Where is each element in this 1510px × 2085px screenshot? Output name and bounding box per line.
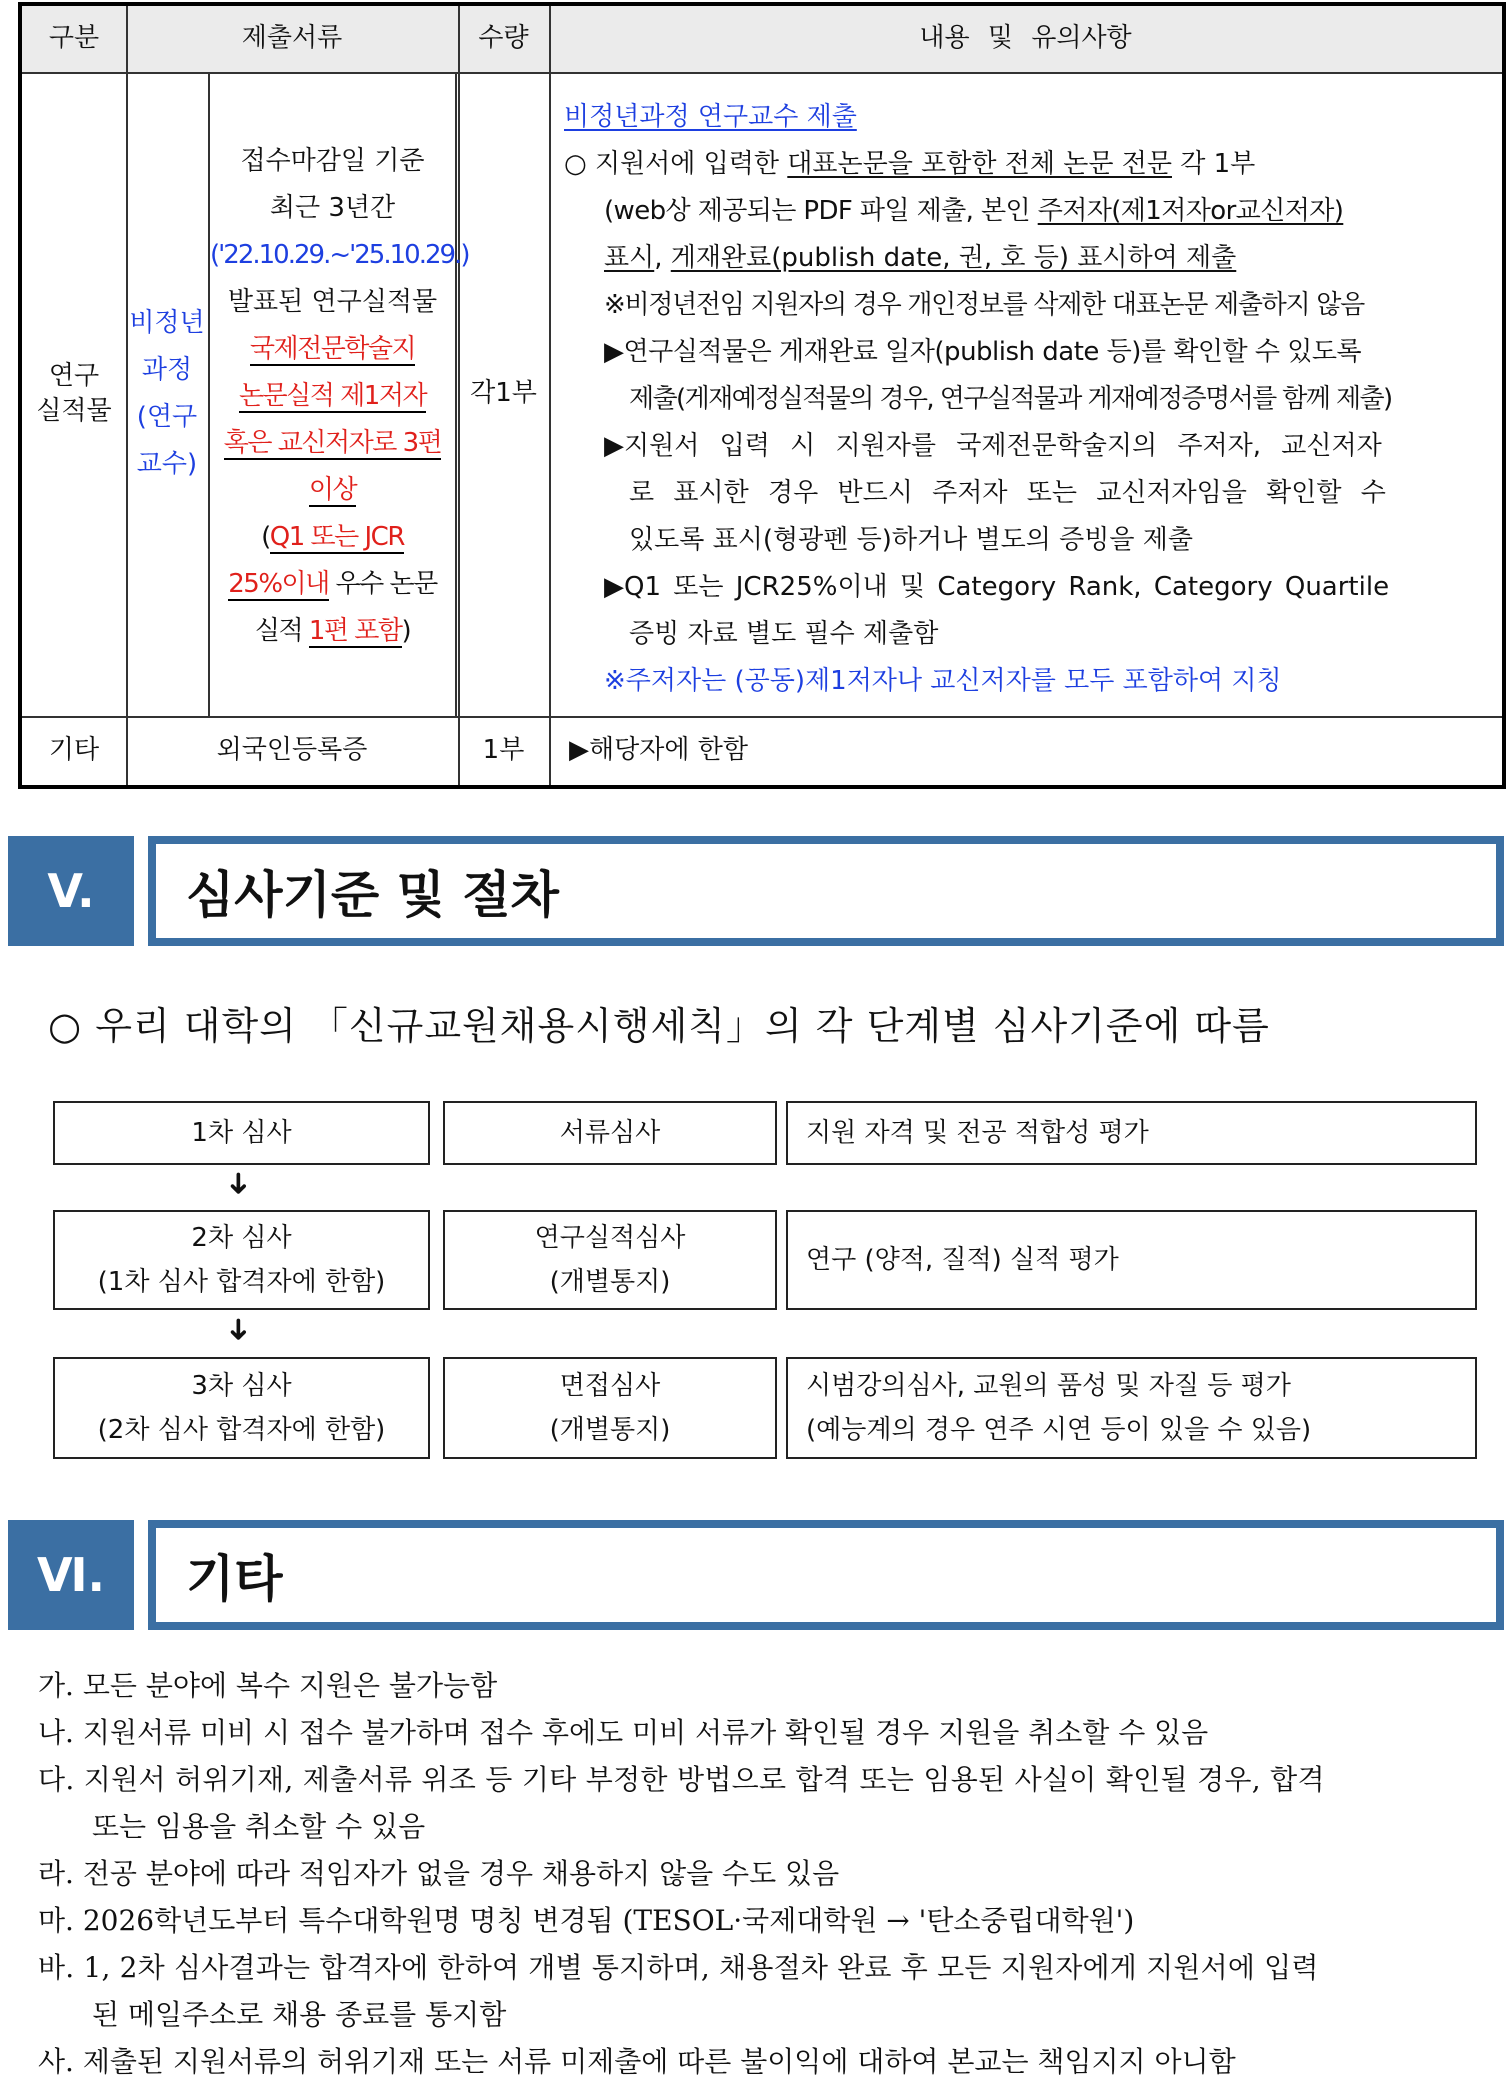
arrow-down-icon: ➜ bbox=[221, 1170, 257, 1197]
etc-item: 바. 1, 2차 심사결과는 합격자에 한하여 개별 통지하며, 채용절차 완료 후 모든 지원자에게 지원서에 입력 bbox=[38, 1951, 1319, 1984]
row-other-quantity: 1부 bbox=[482, 734, 525, 765]
step-type bbox=[443, 1101, 777, 1165]
etc-item: 나. 지원서류 미비 시 접수 불가하며 접수 후에도 미비 서류가 확인될 경우 지원을 취소할 수 있음 bbox=[38, 1716, 1209, 1749]
step-stage bbox=[53, 1210, 430, 1310]
doc-red-line: 논문실적 제1저자 bbox=[238, 381, 427, 411]
content-note: ※주저자는 (공동)제1저자나 교신저자를 모두 포함하여 지칭 bbox=[604, 666, 1282, 696]
section-number: Ⅵ. bbox=[8, 1520, 134, 1630]
doc-line: 실적 bbox=[254, 616, 309, 646]
content-bullet: ▶Q1 또는 JCR25%이내 및 Category Rank, Category Quartile bbox=[604, 572, 1390, 602]
type-line: 면접심사 bbox=[559, 1371, 661, 1401]
step-stage bbox=[53, 1357, 430, 1459]
doc-paren: ( bbox=[261, 522, 270, 552]
content-bullet: ▶지원서 입력 시 지원자를 국제전문학술지의 주저자, 교신저자 bbox=[604, 431, 1382, 461]
row-other-content: ▶해당자에 한함 bbox=[569, 734, 748, 765]
content-text: (web상 제공되는 PDF 파일 제출, 본인 bbox=[604, 196, 1038, 226]
content-text: 증빙 자료 별도 필수 제출함 bbox=[629, 619, 939, 649]
research-content bbox=[564, 94, 1499, 714]
etc-item: 또는 임용을 취소할 수 있음 bbox=[92, 1810, 426, 1843]
content-title: 비정년과정 연구교수 제출 bbox=[564, 102, 857, 132]
stage-line: 1차 심사 bbox=[191, 1118, 292, 1148]
content-text: ○ 지원서에 입력한 bbox=[564, 149, 788, 179]
step-type bbox=[443, 1357, 777, 1459]
type-line: (개별통지) bbox=[549, 1267, 671, 1297]
subcategory-line: 비정년 bbox=[129, 308, 205, 338]
row-other-category: 기타 bbox=[48, 734, 100, 765]
stage-line: (2차 심사 합격자에 한함) bbox=[97, 1415, 386, 1445]
content-bullet: ▶연구실적물은 게재완료 일자(publish date 등)를 확인할 수 있도록 bbox=[604, 337, 1362, 367]
etc-item: 가. 모든 분야에 복수 지원은 불가능함 bbox=[38, 1669, 498, 1702]
research-document-description bbox=[210, 138, 469, 655]
research-quantity: 각1부 bbox=[470, 378, 537, 409]
desc-line: 연구 (양적, 질적) 실적 평가 bbox=[806, 1245, 1119, 1275]
etc-item: 된 메일주소로 채용 종료를 통지함 bbox=[92, 1998, 507, 2031]
subcategory-line: 교수) bbox=[136, 449, 198, 479]
content-note: ※비정년전임 지원자의 경우 개인정보를 삭제한 대표논문 제출하지 않음 bbox=[604, 290, 1364, 320]
content-underlined: 대표논문을 포함한 전체 논문 전문 bbox=[787, 149, 1172, 179]
step-description bbox=[786, 1210, 1477, 1310]
row-other-document: 외국인등록증 bbox=[216, 734, 368, 765]
doc-red-line: 25%이내 bbox=[228, 569, 329, 599]
content-text: , bbox=[654, 243, 671, 273]
desc-line: 지원 자격 및 전공 적합성 평가 bbox=[806, 1118, 1149, 1148]
content-underlined: 게재완료(publish date, 권, 호 등) 표시하여 제출 bbox=[670, 243, 1237, 273]
etc-item: 라. 전공 분야에 따라 적임자가 없을 경우 채용하지 않을 수도 있음 bbox=[38, 1857, 840, 1890]
doc-red-line: 국제전문학술지 bbox=[249, 334, 416, 364]
row-research-subcategory bbox=[126, 72, 208, 716]
category-line: 연구 bbox=[48, 360, 100, 391]
doc-line: 발표된 연구실적물 bbox=[227, 287, 438, 317]
doc-paren: ) bbox=[401, 616, 411, 646]
documents-table bbox=[18, 2, 1506, 789]
arrow-down-icon: ➜ bbox=[221, 1316, 257, 1343]
type-line: (개별통지) bbox=[549, 1415, 671, 1445]
header-category: 구분 bbox=[48, 23, 100, 54]
content-underlined: 주저자(제1저자or교신저자) bbox=[1037, 196, 1344, 226]
content-text: 각 1부 bbox=[1171, 149, 1256, 179]
doc-line: 접수마감일 기준 bbox=[240, 146, 425, 176]
stage-line: 2차 심사 bbox=[191, 1223, 292, 1253]
category-line: 실적물 bbox=[36, 396, 112, 426]
step-description bbox=[786, 1101, 1477, 1165]
section-intro: ○ 우리 대학의 「신규교원채용시행세칙」의 각 단계별 심사기준에 따름 bbox=[48, 1004, 1270, 1048]
header-content: 내용 및 유의사항 bbox=[919, 23, 1132, 54]
header-documents: 제출서류 bbox=[241, 23, 343, 54]
doc-red-line: 1편 포함 bbox=[308, 616, 402, 646]
step-type bbox=[443, 1210, 777, 1310]
content-underlined: 표시 bbox=[604, 243, 655, 273]
section-title: 심사기준 및 절차 bbox=[148, 836, 1504, 946]
doc-date-range: ('22.10.29.~'25.10.29.) bbox=[210, 240, 469, 270]
doc-red-line: 혹은 교신저자로 3편 bbox=[223, 428, 442, 458]
doc-red-line: Q1 또는 JCR bbox=[269, 522, 404, 552]
desc-line: (예능계의 경우 연주 시연 등이 있을 수 있음) bbox=[806, 1415, 1312, 1445]
header-quantity: 수량 bbox=[478, 23, 529, 54]
step-description bbox=[786, 1357, 1477, 1459]
step-stage bbox=[53, 1101, 430, 1165]
doc-line: 최근 3년간 bbox=[269, 193, 396, 223]
etc-item: 다. 지원서 허위기재, 제출서류 위조 등 기타 부정한 방법으로 합격 또는 임용된 사실이 확인될 경우, 합격 bbox=[38, 1763, 1325, 1796]
row-research-category bbox=[22, 72, 126, 716]
doc-line: 우수 논문 bbox=[328, 569, 437, 599]
desc-line: 시범강의심사, 교원의 품성 및 자질 등 평가 bbox=[806, 1371, 1291, 1401]
etc-item: 사. 제출된 지원서류의 허위기재 또는 서류 미제출에 따른 불이익에 대하여 본교는 책임지지 아니함 bbox=[38, 2045, 1236, 2078]
type-line: 서류심사 bbox=[559, 1118, 661, 1148]
subcategory-line: 과정 bbox=[141, 355, 193, 385]
type-line: 연구실적심사 bbox=[534, 1223, 686, 1253]
stage-line: (1차 심사 합격자에 한함) bbox=[97, 1267, 386, 1297]
content-text: 있도록 표시(형광펜 등)하거나 별도의 증빙을 제출 bbox=[629, 525, 1193, 555]
doc-red-line: 이상 bbox=[308, 475, 357, 505]
etc-item: 마. 2026학년도부터 특수대학원명 명칭 변경됨 (TESOL·국제대학원 → '탄소중립대학원') bbox=[38, 1904, 1135, 1937]
subcategory-line: (연구 bbox=[136, 402, 198, 432]
section-title: 기타 bbox=[148, 1520, 1504, 1630]
section-number: V. bbox=[8, 836, 134, 946]
content-text: 로 표시한 경우 반드시 주저자 또는 교신저자임을 확인할 수 bbox=[629, 478, 1386, 508]
stage-line: 3차 심사 bbox=[191, 1371, 292, 1401]
content-text: 제출(게재예정실적물의 경우, 연구실적물과 게재예정증명서를 함께 제출) bbox=[629, 384, 1392, 414]
